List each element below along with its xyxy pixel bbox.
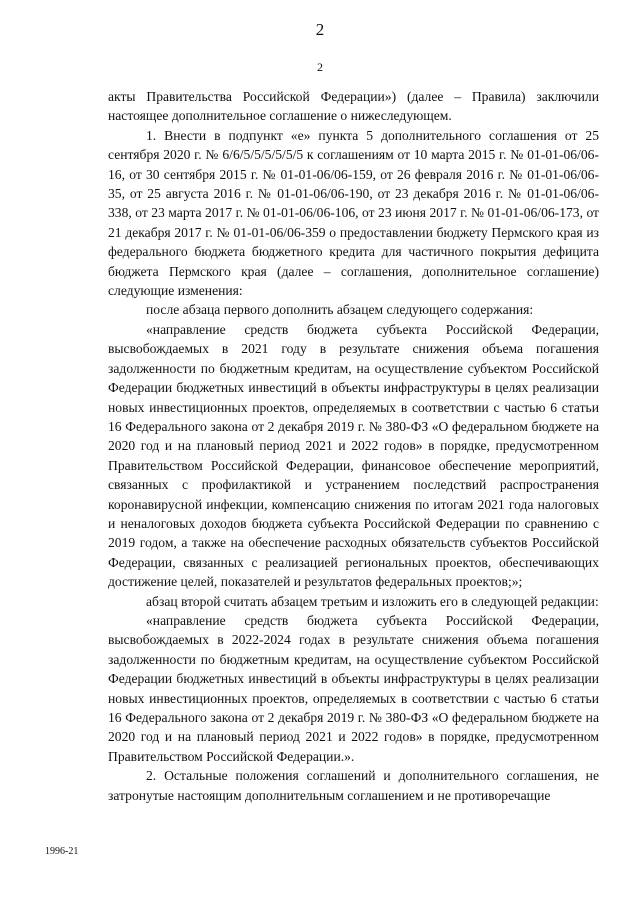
paragraph-renumber-instruction: абзац второй считать абзацем третьим и изложить его в следующей редакции:: [146, 593, 599, 609]
paragraph-new-abzac: «направление средств бюджета субъекта Российской Федерации, высвобождаемых в 2021 году в результате снижения объема погашения задолженности по бюджетным кредитам, на осуществление субъектом Российской Федерации бюджетных инвестиций в объекты инфраструктуры в целях реализации новых инвестиционных проектов, определяемых в соответствии с частью 6 статьи 16 Федерального закона от 2 декабря 2019 г. № 380-ФЗ «О федеральном бюджете на 2020 год и на плановый период 2021 и 2022 годов» в порядке, предусмотренном Правительством Российской Федерации, финансовое обеспечение мероприятий, связанных с профилактикой и устранением последствий распространения коронавирусной инфекции, компенсацию снижения по итогам 2021 года налоговых и неналоговых доходов бюджета субъекта Российской Федерации по сравнению с 2019 годом, а также на обеспечение расходных обязательств субъектов Российской Федерации, связанных с реализацией региональных проектов, обеспечивающих достижение целей, показателей и результатов федеральных проектов;»;: [108, 321, 599, 590]
paragraph-clause-2: 2. Остальные положения соглашений и дополнительного соглашения, не затронутые настоящим дополнительным соглашением и не противоречащие: [108, 768, 599, 803]
page-number-secondary: 2: [317, 60, 323, 74]
document-body: [108, 87, 599, 805]
paragraph-revised-abzac: «направление средств бюджета субъекта Российской Федерации, высвобождаемых в 2022-2024 годах в результате снижения объема погашения задолженности по бюджетным кредитам, на осуществление субъектом Российской Федерации бюджетных инвестиций в объекты инфраструктуры в целях реализации новых инвестиционных проектов, определяемых в соответствии с частью 6 статьи 16 Федерального закона от 2 декабря 2019 г. № 380-ФЗ «О федеральном бюджете на 2020 год и на плановый период 2021 и 2022 годов» в порядке, предусмотренном Правительством Российской Федерации.».: [108, 612, 599, 764]
paragraph-clause-1: 1. Внести в подпункт «е» пункта 5 дополнительного соглашения от 25 сентября 2020 г. № 6/6/5/5/5/5/5/5 к соглашениям от 10 марта 2015 г. № 01-01-06/06-16, от 30 сентября 2015 г. № 01-01-06/06-159, от 26 февраля 2016 г. № 01-01-06/06-35, от 25 августа 2016 г. № 01-01-06/06-190, от 23 декабря 2016 г. № 01-01-06/06-338, от 23 марта 2017 г. № 01-01-06/06-106, от 23 июня 2017 г. № 01-01-06/06-173, от 21 декабря 2017 г. № 01-01-06/06-359 о предоставлении бюджету Пермского края из федерального бюджета бюджетного кредита для частичного покрытия дефицита бюджета Пермского края (далее – соглашения, дополнительное соглашение) следующие изменения:: [108, 127, 599, 299]
paragraph-intro: акты Правительства Российской Федерации») (далее – Правила) заключили настоящее дополнительное соглашение о нижеследующем.: [108, 89, 599, 124]
document-code: 1996-21: [45, 846, 79, 857]
page-number: 2: [315, 20, 325, 39]
paragraph-insert-instruction: после абзаца первого дополнить абзацем следующего содержания:: [146, 302, 534, 318]
